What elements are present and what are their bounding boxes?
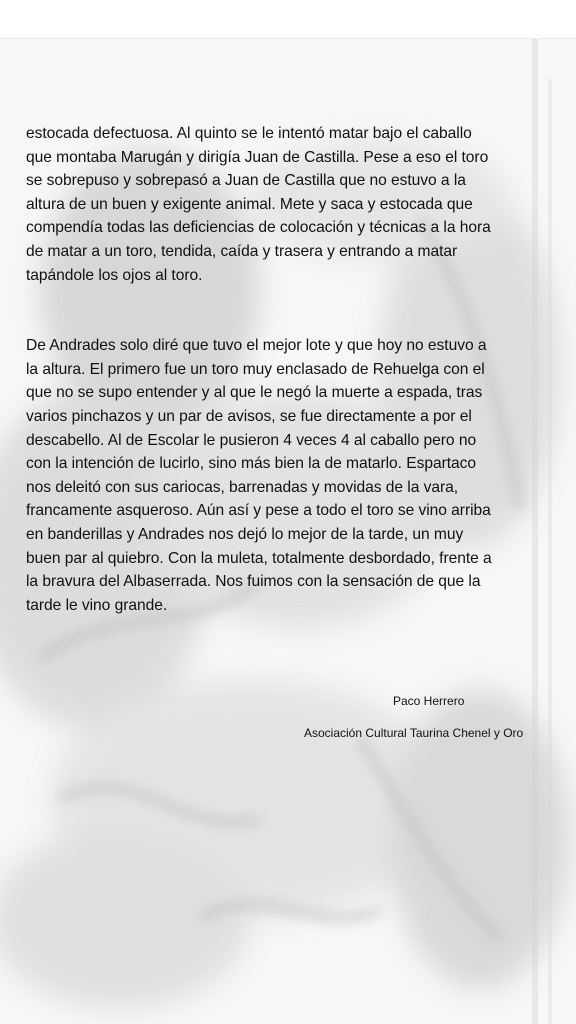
author-name: Paco Herrero bbox=[393, 694, 465, 708]
article-body bbox=[26, 122, 546, 617]
top-bar bbox=[0, 0, 576, 39]
organization-name: Asociación Cultural Taurina Chenel y Oro bbox=[304, 726, 524, 740]
paragraph: De Andrades solo diré que tuvo el mejor lote y que hoy no estuvo a la altura. El primero fue un toro muy enclasado de Rehuelga con el que no se supo entender y al que le negó la muerte a espada, tras varios pinchazos y un par de avisos, se fue directamente a por el descabello. Al de Escolar le pusieron 4 veces 4 al caballo pero no con la intención de lucirlo, sino más bien la de matarlo. Espartaco nos deleitó con sus cariocas, barrenadas y movidas de la vara, francamente asqueroso. Aún así y pese a todo el toro se vino arriba en banderillas y Andrades nos dejó lo mejor de la tarde, un muy buen par al quiebro. Con la muleta, totalmente desbordado, frente a la bravura del Albaserrada. Nos fuimos con la sensación de que la tarde le vino grande. bbox=[26, 337, 492, 614]
paragraph: estocada defectuosa. Al quinto se le intentó matar bajo el caballo que montaba Marugán y dirigía Juan de Castilla. Pese a eso el toro se sobrepuso y sobrepasó a Juan de Castilla que no estuvo a la altura de un buen y exigente animal. Mete y saca y estocada que compendía todas las deficiencias de colocación y técnicas a la hora de matar a un toro, tendida, caída y trasera y entrando a matar tapándole los ojos al toro. bbox=[26, 125, 491, 284]
